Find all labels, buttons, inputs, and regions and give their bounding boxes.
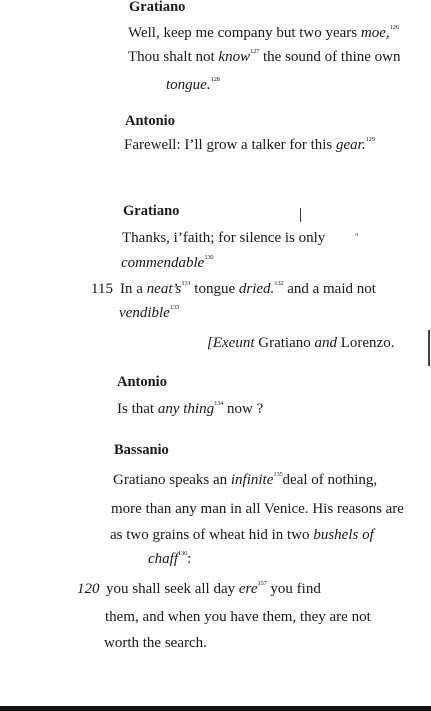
footnote-ref: 131 xyxy=(181,280,191,287)
dialogue-line xyxy=(106,580,321,598)
dialogue-line xyxy=(148,550,191,568)
text-run: Is that xyxy=(117,401,158,417)
text-run: worth the search. xyxy=(104,635,207,651)
text-run: In a xyxy=(120,281,147,297)
dialogue-line xyxy=(122,229,325,247)
text-run: tongue xyxy=(190,281,239,297)
text-run: as two grains of wheat hid in two xyxy=(110,527,314,543)
italic-text: dried. xyxy=(238,281,275,297)
text-run: more than any man in all Venice. His reasons are xyxy=(111,501,404,517)
dialogue-line xyxy=(105,608,371,626)
speaker-name: Gratiano xyxy=(129,0,186,15)
line-number: 115 xyxy=(91,281,113,297)
footnote-ref: 133 xyxy=(169,304,179,311)
dialogue-line xyxy=(128,48,400,66)
italic-text: commendable xyxy=(121,255,205,271)
footnote-ref: 136 xyxy=(178,550,188,557)
italic-text: tongue. xyxy=(166,77,211,93)
text-run: Well, keep me company but two years xyxy=(128,25,361,41)
text-run: them, and when you have them, they are not xyxy=(105,609,371,625)
margin-mark xyxy=(300,208,301,222)
line-number: 120 xyxy=(77,581,100,597)
dialogue-line xyxy=(104,634,207,652)
italic-text: Exeunt xyxy=(212,335,255,351)
text-run: the sound of thine own xyxy=(259,49,401,65)
dialogue-line xyxy=(119,304,179,322)
speaker-name: Bassanio xyxy=(114,442,169,458)
text-run: Thanks, i’faith; for silence is only xyxy=(122,230,326,246)
italic-text: gear. xyxy=(336,137,366,153)
page-edge-shadow xyxy=(428,330,430,366)
text-run: now ? xyxy=(223,401,264,417)
italic-text: vendible xyxy=(119,305,170,321)
dialogue-line xyxy=(166,76,220,94)
text-run: Lorenzo. xyxy=(336,335,395,351)
dialogue-line xyxy=(128,24,399,42)
dialogue-line xyxy=(110,526,374,544)
footnote-ref: 134 xyxy=(214,400,224,407)
text-run: : xyxy=(187,551,192,567)
speaker-name: Antonio xyxy=(117,374,167,390)
footnote-ref: 128 xyxy=(210,76,220,83)
speaker-name: Gratiano xyxy=(123,203,180,219)
stray-mark: " xyxy=(355,232,359,242)
italic-text: moe, xyxy=(360,25,390,41)
italic-text: bushels of xyxy=(313,527,374,543)
text-run: Gratiano xyxy=(254,335,315,351)
dialogue-line xyxy=(117,400,263,418)
dialogue-line xyxy=(124,136,375,154)
footnote-ref: 126 xyxy=(389,24,399,31)
italic-text: infinite xyxy=(230,472,274,488)
text-run: you shall seek all day xyxy=(106,581,239,597)
footnote-ref: 132 xyxy=(274,280,284,287)
page-bottom-edge xyxy=(0,706,431,711)
italic-text: neat’s xyxy=(146,281,182,297)
dialogue-line xyxy=(111,500,404,518)
dialogue-line xyxy=(121,254,213,272)
footnote-ref: 137 xyxy=(257,580,267,587)
dialogue-line xyxy=(113,471,377,489)
text-run: and a maid not xyxy=(283,281,376,297)
footnote-ref: 129 xyxy=(365,136,375,143)
speaker-name: Antonio xyxy=(125,113,175,129)
text-run: Farewell: I’ll grow a talker for this xyxy=(124,137,337,153)
italic-text: and xyxy=(314,335,337,351)
text-run: Thou shalt not xyxy=(128,49,219,65)
italic-text: know xyxy=(218,49,251,65)
italic-text: ere xyxy=(238,581,258,597)
italic-text: chaff xyxy=(148,551,178,567)
italic-text: [ xyxy=(207,335,213,351)
text-run: you find xyxy=(266,581,321,597)
text-run: deal of nothing, xyxy=(282,472,378,488)
footnote-ref: 135 xyxy=(273,471,283,478)
dialogue-line xyxy=(120,280,376,298)
stage-direction xyxy=(207,334,394,352)
italic-text: any thing xyxy=(157,401,215,417)
text-run: Gratiano speaks an xyxy=(113,472,231,488)
footnote-ref: 130 xyxy=(204,254,214,261)
footnote-ref: 127 xyxy=(250,48,260,55)
